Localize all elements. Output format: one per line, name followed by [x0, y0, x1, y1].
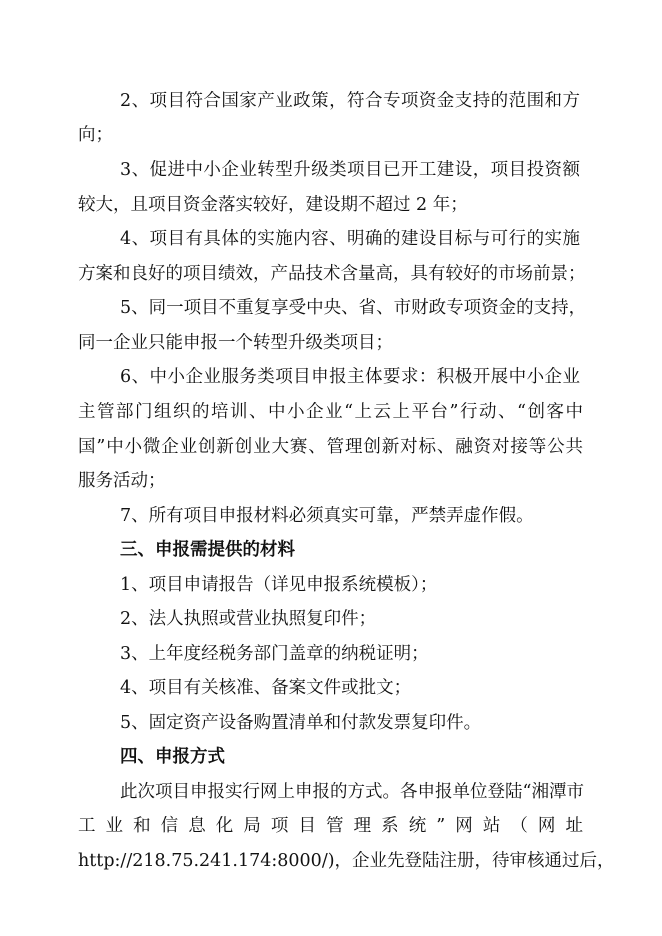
method-line-2: 工业和信息化局项目管理系统”网站（网址 — [78, 816, 583, 836]
criterion-6-line-3: 国”中小微企业创新创业大赛、管理创新对标、融资对接等公共 — [78, 437, 583, 457]
method-line-3: http://218.75.241.174:8000/)，企业先登陆注册，待审核通过后， — [78, 851, 615, 871]
section-4-heading: 四、申报方式 — [120, 747, 225, 767]
criterion-5-line-1: 5、同一项目不重复享受中央、省、市财政专项资金的支持， — [120, 298, 587, 318]
criterion-2-line-1: 2、项目符合国家产业政策，符合专项资金支持的范围和方 — [120, 91, 580, 111]
criterion-3-line-1: 3、促进中小企业转型升级类项目已开工建设，项目投资额 — [120, 160, 580, 180]
criterion-6-line-2: 主管部门组织的培训、中小企业“上云上平台”行动、“创客中 — [78, 402, 583, 422]
method-line-1: 此次项目申报实行网上申报的方式。各申报单位登陆“湘潭市 — [120, 782, 584, 802]
criterion-3-line-2: 较大，且项目资金落实较好，建设期不超过 2 年； — [78, 195, 468, 215]
material-1: 1、项目申请报告（详见申报系统模板）； — [120, 575, 438, 595]
material-3: 3、上年度经税务部门盖章的纳税证明； — [120, 644, 429, 664]
material-5: 5、固定资产设备购置清单和付款发票复印件。 — [120, 713, 482, 733]
criterion-2-line-2: 向； — [78, 125, 113, 145]
criterion-4-line-1: 4、项目有具体的实施内容、明确的建设目标与可行的实施 — [120, 229, 580, 249]
criterion-6-line-4: 服务活动； — [78, 471, 166, 491]
criterion-7-line: 7、所有项目申报材料必须真实可靠，严禁弄虚作假。 — [120, 506, 534, 526]
criterion-4-line-2: 方案和良好的项目绩效，产品技术含量高，具有较好的市场前景； — [78, 264, 586, 284]
material-2: 2、法人执照或营业执照复印件； — [120, 609, 377, 629]
material-4: 4、项目有关核准、备案文件或批文； — [120, 678, 412, 698]
section-3-heading: 三、申报需提供的材料 — [120, 540, 295, 560]
criterion-6-line-1: 6、中小企业服务类项目申报主体要求：积极开展中小企业 — [120, 367, 580, 387]
criterion-5-line-2: 同一企业只能申报一个转型升级类项目； — [78, 333, 393, 353]
